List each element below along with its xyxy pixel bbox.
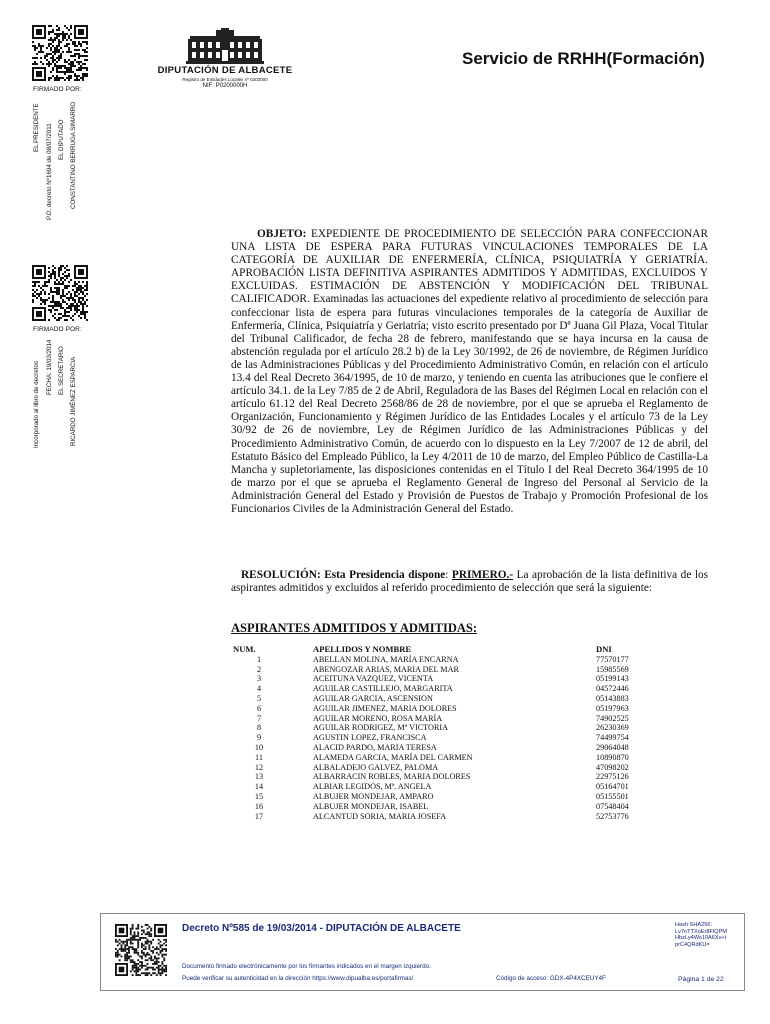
table-row	[231, 714, 711, 724]
resolucion-label: RESOLUCIÓN: Esta Presidencia dispone	[241, 569, 446, 581]
signature-1-role: EL PRESIDENTE	[33, 103, 40, 152]
logo-registry: Registro de Entidades Locales nº 0202000	[182, 77, 268, 82]
table-row	[231, 782, 711, 792]
table-header-row	[231, 645, 711, 655]
service-title: Servicio de RRHH(Formación)	[462, 49, 705, 68]
table-row	[231, 694, 711, 704]
row-dni: 05164701	[596, 782, 629, 792]
row-name: ABELLAN MOLINA, MARÍA ENCARNA	[313, 654, 459, 664]
row-dni: 04572446	[596, 684, 629, 694]
objeto-paragraph	[231, 228, 708, 516]
section-heading-admitidos: ASPIRANTES ADMITIDOS Y ADMITIDAS:	[231, 621, 477, 635]
row-num: 2	[256, 664, 262, 674]
footer-box	[100, 913, 745, 991]
row-name: ALBUJER MONDEJAR, ISABEL	[313, 801, 429, 811]
row-dni: 29064048	[596, 742, 629, 752]
table-row	[231, 655, 711, 665]
row-num: 1	[256, 654, 262, 664]
row-num: 8	[256, 723, 262, 733]
objeto-caps-text: EXPEDIENTE DE PROCEDIMIENTO DE SELECCIÓN PARA CONFECCIONAR UNA LISTA DE ESPERA PARA FUTURAS VINCULACIONES TEMPORALES DE LA CATEGORÍA DE AUXILIAR DE ENFERMERÍA, CLÍNICA, PSIQUIATRÍA Y GERIATRÍA. APROBACIÓN LISTA DEFINITIVA ASPIRANTES ADMITIDOS Y ADMITIDAS, EXCLUIDOS Y EXCLUIDAS. ESTIMACIÓN DE ABSTENCIÓN Y MODIFICACIÓN DEL TRIBUNAL CALIFICADOR.	[231, 228, 708, 306]
row-num: 15	[254, 791, 264, 801]
row-name: AGUILAR MORENO, ROSA MARÍA	[313, 713, 443, 723]
footer-decreto: Decreto Nº585 de 19/03/2014 - DIPUTACIÓN DE ALBACETE	[182, 923, 461, 934]
signature-1-name: CONSTANTINO BERRUGA SIMARRO	[70, 101, 77, 209]
row-name: AGUILAR CASTILLEJO, MARGARITA	[313, 684, 453, 694]
header-dni: DNI	[596, 644, 612, 654]
row-num: 16	[254, 801, 264, 811]
row-dni: 15985569	[596, 664, 629, 674]
row-name: AGUSTIN LOPEZ, FRANCISCA	[313, 733, 427, 743]
row-name: ALBALADEJO GALVEZ, PALOMA	[313, 762, 439, 772]
resolucion-text: La aprobación de la lista definitiva de los aspirantes admitidos y excluidos al referido procedimiento de selección que será la siguiente:	[231, 569, 709, 595]
row-dni: 07548404	[596, 801, 629, 811]
hash-label: Hash SHA256:	[675, 922, 713, 928]
row-num: 10	[254, 742, 264, 752]
row-dni: 47098202	[596, 762, 629, 772]
table-row	[231, 763, 711, 773]
firmado-label-2: FIRMADO POR:	[33, 326, 82, 333]
diputacion-logo	[150, 28, 300, 89]
row-name: ALBUJER MONDEJAR, AMPARO	[313, 791, 434, 801]
row-name: AGUILAR JIMENEZ, MARIA DOLORES	[313, 703, 457, 713]
table-row	[231, 812, 711, 822]
row-name: ALBARRACIN ROBLES, MARIA DOLORES	[313, 772, 471, 782]
row-num: 11	[255, 752, 263, 762]
objeto-label: OBJETO:	[257, 228, 307, 240]
header-name: APELLIDOS Y NOMBRE	[313, 644, 412, 654]
footer-signed-note: Documento firmado electrónicamente por los firmantes indicados en el margen izquierdo.	[182, 963, 431, 970]
row-num: 9	[256, 733, 262, 743]
row-num: 7	[256, 713, 262, 723]
row-name: ABENGOZAR ARIAS, MARIA DEL MAR	[313, 664, 459, 674]
row-num: 4	[256, 684, 262, 694]
signature-1-title: EL DIPUTADO	[58, 119, 65, 160]
hash-line-2: HbzLy4Ws10A6Xv+t	[675, 935, 727, 942]
resolucion-paragraph	[231, 569, 708, 595]
footer-access-code: Código de acceso: GDX-4P4XCEUY4F	[496, 975, 606, 982]
signature-2-title: EL SECRETARIO	[58, 346, 65, 395]
qr-code-footer	[115, 924, 167, 976]
row-dni: 77570177	[596, 654, 629, 664]
qr-code-signature-1	[32, 25, 88, 81]
row-num: 12	[254, 762, 264, 772]
table-row	[231, 704, 711, 714]
row-num: 13	[254, 772, 264, 782]
row-num: 14	[254, 782, 264, 792]
row-dni: 22975126	[596, 772, 629, 782]
row-name: ALACID PARDO, MARIA TERESA	[313, 742, 437, 752]
footer-hash	[675, 922, 745, 948]
row-dni: 05199143	[596, 674, 629, 684]
row-name: ALBIAR LEGIDOS, Mª. ANGELA	[313, 782, 432, 792]
row-num: 3	[256, 674, 262, 684]
objeto-body-text: Examinadas las actuaciones del expediente relativo al procedimiento de selección para confeccionar lista de espera para futuras vinculaciones temporales de la categoría de Auxiliar de Enfermería, Clínica, Psiquiatría y Geriatría; visto escrito presentado por Dª Juana Gil Plaza, Vocal Titular del Tribunal Calificador, de fecha 28 de febrero, manifestando que se haya incursa en la causa de abstención regulada por el artículo 28.2 b) de la Ley 30/1992, de 26 de noviembre, de Régimen Jurídico de las Administraciones Públicas y del Procedimiento Administrativo Común, en relación con el artículo 13.4 del Real Decreto 364/1995, de 10 de marzo, y teniendo en cuenta las atribuciones que le confiere el artículo 34.1. de la Ley 7/85 de 2 de Abril, Reguladora de las Bases del Régimen Local en relación con el artículo 61.12 del Real Decreto 2568/86 de 28 de noviembre, por el que se aprueba el Reglamento de Organización, Funcionamiento y Régimen Jurídico de las Entidades Locales y el artículo 73 de la Ley 30/92 de 26 de noviembre, Ley de Régimen Jurídico de las Administraciones Públicas y del Procedimiento Administrativo Común, de acuerdo con lo dispuesto en la Ley 7/2007 de 12 de abril, del Estatuto Básico del Empleado Público, la Ley 4/2011 de 10 de marzo, del Empleo Público de Castilla-La Mancha y supletoriamente, las disposiciones contenidas en el Título I del Real Decreto 364/1995 de 10 de marzo por el que se aprueba el Reglamento General de Ingreso del Personal al Servicio de la Administración General del Estado y Provisión de Puestos de Trabajo y Promoción Profesional de los Funcionarios Civiles de la Administración General del Estado.	[231, 293, 709, 515]
table-row	[231, 792, 711, 802]
row-num: 6	[256, 703, 262, 713]
row-dni: 74499754	[596, 733, 629, 743]
hash-line-1: Lv7oTTXoEr8FlQPM	[675, 928, 727, 935]
signature-1-delegation: P.D. decreto Nº1694 de 08/07/2011	[46, 123, 53, 220]
footer-verify-note: Puede verificar su autenticidad en la dirección https://www.dipualba.es/portafirmas/	[182, 975, 414, 982]
table-row	[231, 772, 711, 782]
row-dni: 26230369	[596, 723, 629, 733]
row-dni: 10890870	[596, 752, 629, 762]
row-dni: 05155501	[596, 791, 629, 801]
row-num: 5	[256, 693, 262, 703]
signature-2-date: FECHA: 19/03/2014	[46, 339, 53, 395]
table-row	[231, 802, 711, 812]
row-name: AGUILAR RODRIGEZ, Mº VICTORIA	[313, 723, 449, 733]
row-name: ALAMEDA GARCIA, MARÍA DEL CARMEN	[313, 752, 473, 762]
row-num: 17	[254, 811, 264, 821]
footer-page-number: Página 1 de 22	[678, 976, 724, 983]
hash-line-3: prC4QRdKU=	[675, 941, 710, 948]
table-row	[231, 665, 711, 675]
palace-emblem-icon	[186, 28, 264, 64]
aspirantes-table	[231, 645, 711, 821]
firmado-label-1: FIRMADO POR:	[33, 86, 82, 93]
primero-label: PRIMERO.-	[451, 569, 514, 581]
row-dni: 52753776	[596, 811, 629, 821]
table-row	[231, 723, 711, 733]
header-num: NUM.	[233, 644, 256, 654]
row-name: ALCANTUD SORIA, MARIA JOSEFA	[313, 811, 447, 821]
row-name: AGUILAR GARCIA, ASCENSION	[313, 693, 433, 703]
logo-nif: NIF: P0200000H	[202, 83, 248, 89]
resolucion-colon: :	[445, 569, 449, 581]
table-row	[231, 674, 711, 684]
table-row	[231, 753, 711, 763]
table-row	[231, 684, 711, 694]
table-row	[231, 733, 711, 743]
signature-2-name: RICARDO JIMÉNEZ ESPARCIA	[70, 356, 77, 446]
row-dni: 05197963	[596, 703, 629, 713]
table-row	[231, 743, 711, 753]
logo-name: DIPUTACIÓN DE ALBACETE	[157, 65, 293, 76]
row-name: ACEITUNA VAZQUEZ, VICENTA	[313, 674, 434, 684]
row-dni: 74902525	[596, 713, 629, 723]
signature-2-registry: Incorporado al libro de decretos	[33, 360, 40, 448]
row-dni: 05143883	[596, 693, 629, 703]
qr-code-signature-2	[32, 265, 88, 321]
